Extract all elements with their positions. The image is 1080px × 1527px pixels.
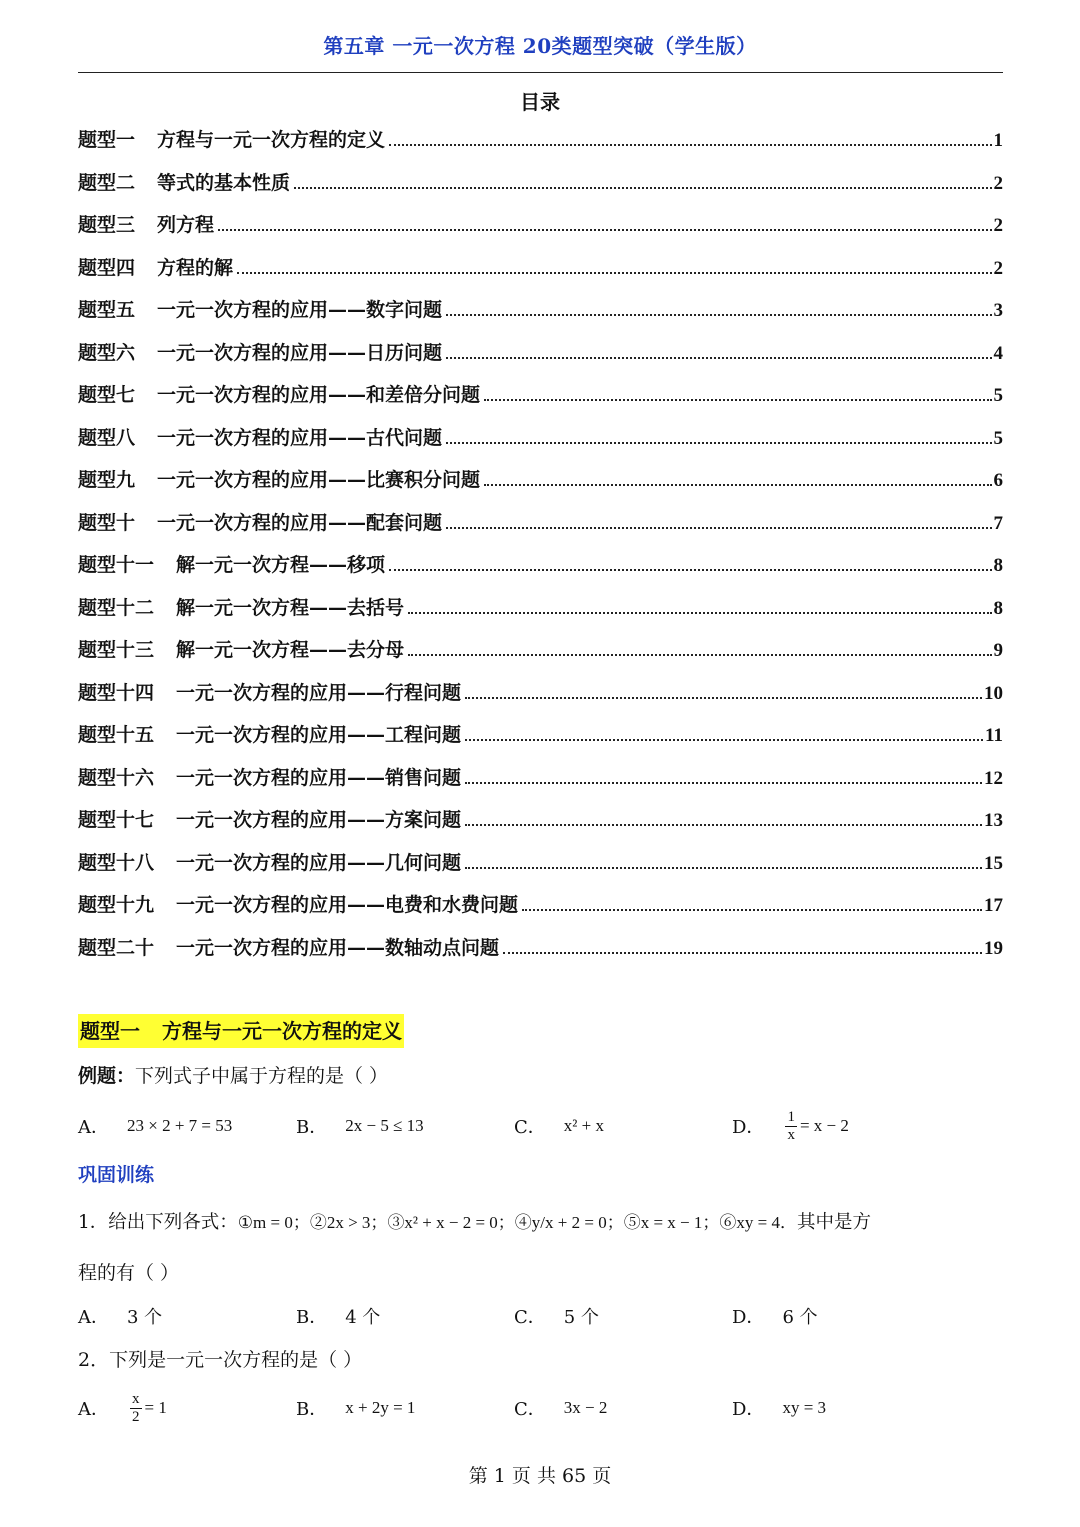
toc-entry-type: 题型二十	[78, 936, 155, 959]
toc-entry[interactable]	[78, 380, 1003, 423]
toc-entry-title: 列方程	[157, 214, 215, 236]
toc-entry-type: 题型十三	[78, 639, 155, 661]
toc-entry-type: 题型十六	[78, 766, 155, 789]
toc-entry[interactable]	[78, 720, 1003, 763]
toc-entry-page: 6	[993, 470, 1003, 491]
toc-entry[interactable]	[78, 805, 1003, 848]
toc-entry-title: 一元一次方程的应用——方案问题	[176, 809, 462, 831]
toc-entry-type: 题型九	[78, 469, 136, 491]
fraction: $\frac{1}{x}$	[787, 1108, 795, 1143]
option-a[interactable]: A． 3 个	[78, 1307, 163, 1328]
toc-leader-dots	[389, 568, 991, 571]
toc-heading: 目录	[520, 90, 560, 114]
option-expression: 23 × 2 + 7 = 53	[127, 1116, 233, 1135]
option-expression: xy = 3	[782, 1398, 827, 1417]
toc-entry-type: 题型十四	[78, 681, 155, 704]
toc-entry-page: 7	[993, 512, 1003, 534]
option-a[interactable]: A． 23 × 2 + 7 = 53	[78, 1116, 233, 1138]
option-expression: 2x − 5 ≤ 13	[345, 1116, 424, 1135]
question-2: 2．下列是一元一次方程的是（ ）	[78, 1349, 363, 1371]
toc-entry-page: 2	[993, 257, 1003, 279]
toc-entry-page: 2	[993, 215, 1003, 236]
option-c[interactable]: C． 5 个	[514, 1307, 599, 1328]
toc-entry-page: 12	[984, 767, 1003, 789]
toc-entry-page: 9	[993, 640, 1003, 661]
toc-entry-page: 8	[993, 555, 1003, 576]
toc-entry-page: 11	[985, 725, 1003, 746]
toc-entry[interactable]	[78, 635, 1003, 678]
toc-entry-title: 一元一次方程的应用——数字问题	[157, 299, 443, 321]
toc-leader-dots	[389, 143, 991, 146]
table-of-contents	[78, 125, 1003, 975]
toc-leader-dots	[465, 866, 982, 869]
toc-entry[interactable]	[78, 253, 1003, 296]
option-expression: x² + x	[563, 1116, 604, 1135]
option-expression: 3x − 2	[563, 1398, 608, 1417]
toc-entry-page: 2	[993, 172, 1003, 194]
toc-entry[interactable]	[78, 550, 1003, 593]
toc-leader-dots	[484, 483, 991, 486]
question-1-continued: 程的有（ ）	[78, 1262, 180, 1284]
toc-leader-dots	[446, 313, 991, 316]
example-options	[78, 1106, 1008, 1146]
header-divider	[78, 72, 1003, 73]
toc-entry-title: 方程与一元一次方程的定义	[157, 129, 386, 151]
toc-entry[interactable]	[78, 593, 1003, 636]
toc-entry-title: 解一元一次方程——去括号	[176, 596, 405, 619]
toc-entry[interactable]	[78, 933, 1003, 976]
toc-leader-dots	[503, 951, 982, 954]
toc-entry-type: 题型十二	[78, 596, 155, 619]
toc-entry-type: 题型八	[78, 426, 136, 449]
toc-entry-title: 方程的解	[157, 256, 234, 279]
toc-entry-title: 一元一次方程的应用——几何问题	[176, 851, 462, 874]
toc-entry-page: 17	[984, 895, 1003, 916]
option-b[interactable]: B． 2x − 5 ≤ 13	[296, 1116, 424, 1138]
toc-entry-type: 题型五	[78, 299, 136, 321]
toc-leader-dots	[465, 781, 982, 784]
toc-entry-title: 一元一次方程的应用——配套问题	[157, 511, 443, 534]
toc-entry-title: 解一元一次方程——去分母	[176, 639, 405, 661]
toc-leader-dots	[446, 526, 991, 529]
toc-entry-page: 13	[984, 810, 1003, 831]
option-c[interactable]: C． 3x − 2	[514, 1398, 608, 1420]
question-1: 1．给出下列各式：①m = 0；②2x > 3；③x² + x − 2 = 0；④y/x + 2 = 0；⑤x = x − 1；⑥xy = 4．其中是方	[78, 1212, 871, 1233]
example-label: 例题：	[78, 1065, 136, 1087]
option-d[interactable]: D． $\frac{1}{x}$ = x − 2	[732, 1108, 849, 1143]
question-1-options	[78, 1303, 1008, 1329]
toc-entry[interactable]	[78, 210, 1003, 253]
example-question-text: 下列式子中属于方程的是（ ）	[135, 1065, 389, 1087]
toc-leader-dots	[408, 611, 991, 614]
toc-entry-page: 5	[993, 385, 1003, 406]
toc-entry[interactable]	[78, 678, 1003, 721]
toc-entry-type: 题型二	[78, 171, 136, 194]
toc-entry-title: 一元一次方程的应用——比赛积分问题	[157, 469, 481, 491]
toc-leader-dots	[465, 738, 983, 741]
toc-leader-dots	[484, 398, 991, 401]
example-question	[78, 1061, 388, 1088]
option-d[interactable]: D． xy = 3	[732, 1398, 827, 1420]
toc-entry-page: 10	[984, 682, 1003, 704]
option-b[interactable]: B． 4 个	[296, 1307, 381, 1328]
toc-entry-title: 等式的基本性质	[157, 171, 291, 194]
toc-entry-page: 1	[993, 130, 1003, 151]
option-c[interactable]: C． x² + x	[514, 1116, 604, 1138]
toc-leader-dots	[465, 696, 982, 699]
toc-entry[interactable]	[78, 890, 1003, 933]
toc-leader-dots	[465, 823, 982, 826]
toc-entry[interactable]	[78, 763, 1003, 806]
toc-entry-title: 一元一次方程的应用——和差倍分问题	[157, 384, 481, 406]
toc-entry-title: 一元一次方程的应用——日历问题	[157, 341, 443, 364]
toc-leader-dots	[408, 653, 991, 656]
toc-leader-dots	[446, 356, 991, 359]
toc-entry-page: 19	[984, 937, 1003, 959]
question-2-options	[78, 1388, 1008, 1428]
header-title: 第五章 一元一次方程 20类题型突破（学生版）	[323, 34, 757, 58]
toc-entry[interactable]	[78, 848, 1003, 891]
toc-leader-dots	[522, 908, 982, 911]
toc-entry-title: 一元一次方程的应用——数轴动点问题	[176, 936, 500, 959]
toc-entry-type: 题型十	[78, 511, 136, 534]
section-type: 题型一	[80, 1019, 140, 1043]
toc-entry-page: 15	[984, 852, 1003, 874]
practice-heading: 巩固训练	[78, 1164, 155, 1186]
toc-entry-type: 题型十一	[78, 554, 155, 576]
toc-entry-page: 3	[993, 300, 1003, 321]
toc-entry-type: 题型十五	[78, 724, 155, 746]
option-d[interactable]: D． 6 个	[732, 1307, 818, 1328]
toc-entry-title: 一元一次方程的应用——电费和水费问题	[176, 894, 519, 916]
option-a[interactable]: A． $\frac{x}{2}$ = 1	[78, 1390, 167, 1425]
section-heading-highlighted	[78, 1014, 404, 1048]
toc-entry-page: 5	[993, 427, 1003, 449]
toc-leader-dots	[294, 186, 991, 189]
toc-entry-type: 题型七	[78, 384, 136, 406]
toc-entry-title: 解一元一次方程——移项	[176, 554, 386, 576]
toc-entry-type: 题型一	[78, 129, 136, 151]
toc-leader-dots	[237, 271, 991, 274]
toc-entry[interactable]	[78, 338, 1003, 381]
toc-entry[interactable]	[78, 423, 1003, 466]
toc-leader-dots	[446, 441, 991, 444]
toc-leader-dots	[218, 228, 991, 231]
toc-entry[interactable]	[78, 465, 1003, 508]
toc-entry[interactable]	[78, 295, 1003, 338]
toc-entry-type: 题型四	[78, 256, 136, 279]
toc-entry[interactable]	[78, 508, 1003, 551]
toc-entry-page: 8	[993, 597, 1003, 619]
section-title: 方程与一元一次方程的定义	[162, 1019, 402, 1043]
toc-entry-title: 一元一次方程的应用——销售问题	[176, 766, 462, 789]
toc-entry[interactable]	[78, 125, 1003, 168]
toc-entry-type: 题型十九	[78, 894, 155, 916]
toc-entry-type: 题型三	[78, 214, 136, 236]
toc-entry-title: 一元一次方程的应用——行程问题	[176, 681, 462, 704]
page-footer: 第 1 页 共 65 页	[468, 1465, 612, 1487]
fraction: $\frac{x}{2}$	[132, 1390, 140, 1425]
toc-entry-title: 一元一次方程的应用——古代问题	[157, 426, 443, 449]
toc-entry-title: 一元一次方程的应用——工程问题	[176, 724, 462, 746]
toc-entry-type: 题型十八	[78, 851, 155, 874]
toc-entry[interactable]	[78, 168, 1003, 211]
toc-entry-type: 题型六	[78, 341, 136, 364]
toc-entry-type: 题型十七	[78, 809, 155, 831]
toc-entry-page: 4	[993, 342, 1003, 364]
option-b[interactable]: B． x + 2y = 1	[296, 1398, 416, 1420]
option-expression: x + 2y = 1	[345, 1398, 416, 1417]
